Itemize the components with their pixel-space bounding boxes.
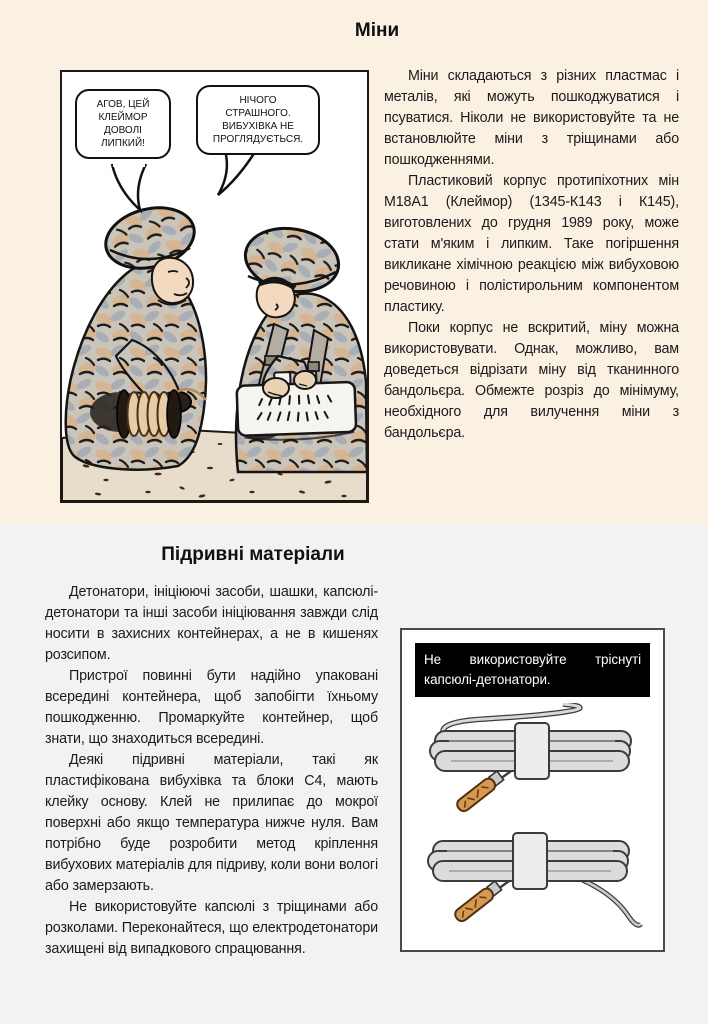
paragraph: Пластиковий корпус протипіхотних мін М18А1 (Клеймор) (1345-К143 і К145), виготовлених до грудня 1989 року, може стати м'яким і липким. Таке погіршення викликане хімічною реакцією між вибуховою речовиною і полістирольним компонентом пластику. [384, 173, 679, 315]
blasting-cap [453, 881, 503, 924]
blasting-cap [455, 771, 505, 814]
coil-top [430, 723, 631, 814]
paragraph: Пристрої повинні бути надійно упаковані всередині контейнера, щоб запобігти їхньому пошкодженню. Промаркуйте контейнер, щоб знати, що знаходиться всередині. [45, 668, 378, 747]
coil-bottom [428, 833, 641, 925]
face-left [152, 258, 193, 303]
figure-panel [400, 628, 665, 952]
coil-band [513, 833, 547, 889]
speech-bubble-left: АГОВ, ЦЕЙ КЛЕЙМОР ДОВОЛІ ЛИПКИЙ! [75, 89, 171, 159]
coil-band [515, 723, 549, 779]
detonator-coils-illustration [415, 703, 649, 930]
demolition-section-title: Підривні матеріали [161, 544, 345, 565]
speech-bubble-right: НІЧОГО СТРАШНОГО. ВИБУХІВКА НЕ ПРОГЛЯДУЄТЬСЯ. [196, 85, 320, 155]
warning-box: Не використовуйте тріснуті капсюлі-детонатори. [415, 643, 650, 697]
speech-tail-left [102, 164, 154, 214]
demolition-text-column [45, 582, 378, 960]
paragraph: Не використовуйте капсюлі з тріщинами або розколами. Переконайтеся, що електродетонатори захищені від випадкового спрацювання. [45, 899, 378, 957]
comic-panel [60, 70, 369, 503]
mines-section-title: Міни [354, 20, 400, 41]
paragraph: Міни складаються з різних пластмас і металів, які можуть пошкоджуватися і псуватися. Ніколи не використовуйте та не встановлюйте міни з тріщинами або пошкодженнями. [384, 68, 679, 168]
paragraph: Поки корпус не вскритий, міну можна використовувати. Однак, можливо, вам доведеться відрізати міну від тканинного бандольєра. Обмежте розріз до мінімуму, необхідного для вилучення міни з бандольєра. [384, 320, 679, 441]
paragraph: Деякі підривні матеріали, такі як пластифікована вибухівка та блоки С4, мають клейку основу. Клей не прилипає до мокрої поверхні або якщо температура нижче нуля. Вам потрібно буде розробити метод кріплення вибухових матеріалів для підриву, коли вони вологі або замерзають. [45, 752, 378, 894]
mines-text-column [384, 66, 679, 444]
paragraph: Детонатори, ініціюючі засоби, шашки, капсюлі-детонатори та інші засоби ініціювання завжди слід носити в захисних контейнерах, а не в кишенях розсипом. [45, 584, 378, 663]
